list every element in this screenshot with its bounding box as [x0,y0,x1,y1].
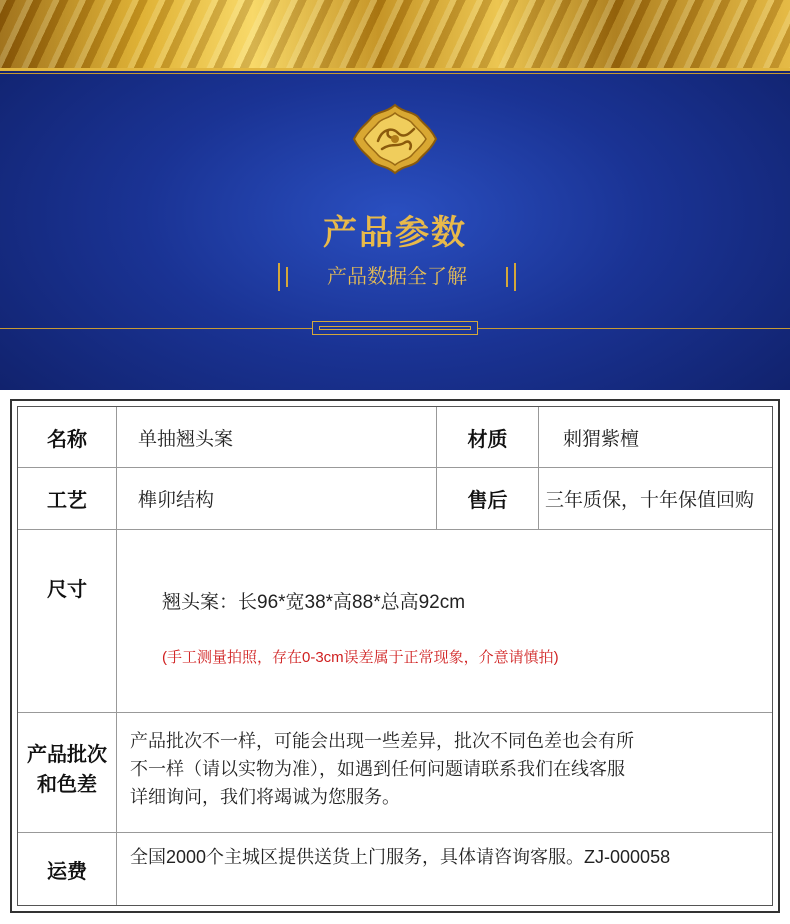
batch-text-line: 详细询问，我们将竭诚为您服务。 [130,787,400,807]
subtitle-frame [278,263,516,291]
divider-right [478,328,790,329]
batch-label-line1: 产品批次 [27,741,107,766]
section-subtitle: 产品数据全了解 [327,266,467,288]
aftersale-value: 三年质保，十年保值回购 [545,490,755,511]
section-title: 产品参数 [323,213,467,253]
name-label: 名称 [47,426,87,451]
col-divider [538,407,539,529]
parameter-table [10,399,780,913]
material-label: 材质 [467,426,508,451]
batch-label-line2: 和色差 [37,771,97,796]
size-value: 翘头案：长96*宽38*高88*总高92cm [162,591,466,613]
row-divider [18,712,772,713]
ornament-bar [312,321,478,335]
shipping-value: 全国2000个主城区提供送货上门服务，具体请咨询客服。ZJ-000058 [130,847,671,867]
gold-dragon-emblem-icon [352,103,438,175]
size-label: 尺寸 [47,576,87,601]
row-divider [18,529,772,530]
batch-notice [130,727,770,811]
parameter-banner [0,0,790,390]
gold-divider-thin [0,73,790,74]
col-divider [116,407,117,905]
craft-label: 工艺 [47,488,87,512]
batch-text-line: 产品批次不一样，可能会出现一些差异，批次不同色差也会有所 [130,731,634,751]
size-note: (手工测量拍照，存在0-3cm误差属于正常现象，介意请慎拍) [162,648,559,666]
gold-divider [0,68,790,71]
aftersale-label: 售后 [467,488,508,512]
material-value: 刺猬紫檀 [563,428,640,450]
batch-text-line: 不一样（请以实物为准），如遇到任何问题请联系我们在线客服 [130,759,625,779]
shipping-label: 运费 [47,858,87,883]
craft-value: 榫卯结构 [138,490,215,511]
parameter-table-inner [17,406,773,906]
gold-foil-strip [0,0,790,68]
divider-left [0,328,312,329]
name-value: 单抽翘头案 [138,428,234,450]
